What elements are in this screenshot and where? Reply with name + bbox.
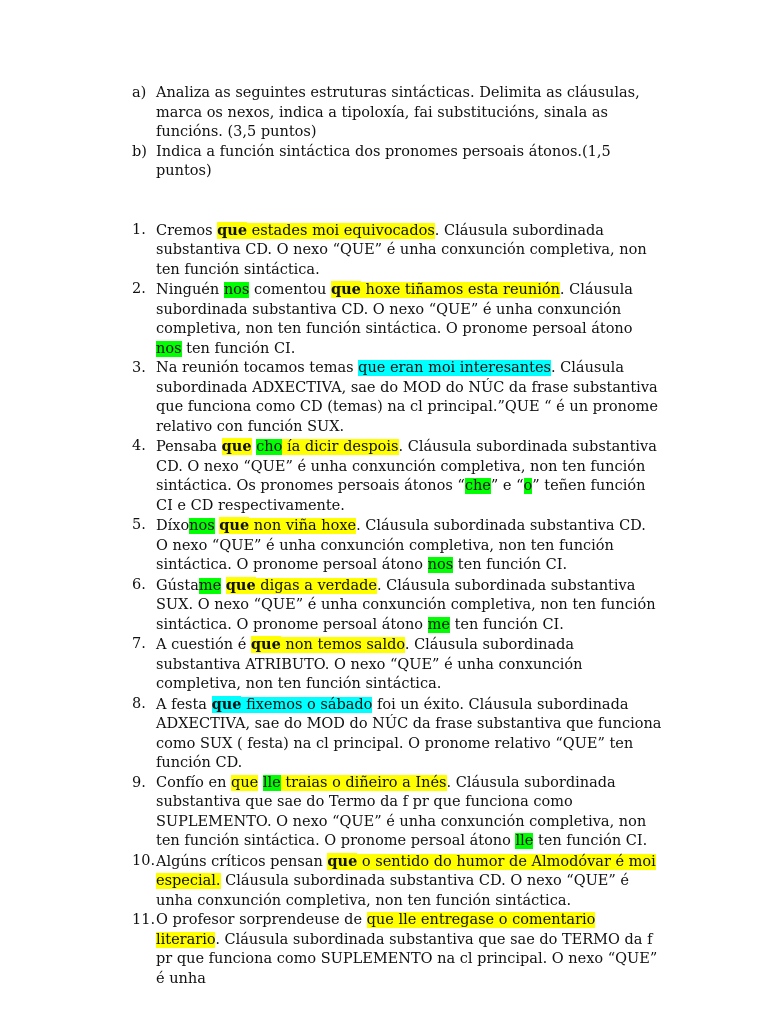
- relative-clause-highlight: que eran moi interesantes: [358, 360, 551, 376]
- answer-text: [156, 576, 662, 636]
- text-segment: . Cláusula subordinada substantiva CD. O nexo “QUE” é unha conxunción completiva, non ten función sintáctica. O pronome persoal átono: [156, 282, 633, 337]
- text-segment: . Cláusula subordinada ADXECTIVA, sae do MOD do NÚC da frase substantiva que funciona como CD (temas) na cl principal.”QUE “ é un pronome relativo con función SUX.: [156, 360, 659, 435]
- clause-highlight: que: [217, 221, 248, 239]
- question-text: Indica a función sintáctica dos pronomes persoais átonos.(1,5 puntos): [156, 143, 611, 179]
- answer-number: 9.: [132, 774, 146, 791]
- text-segment: ” teñen función CI e CD respectivamente.: [156, 478, 646, 514]
- text-segment: ten función CI.: [533, 833, 648, 849]
- answer-text: [156, 911, 662, 989]
- answer-number: 5.: [132, 517, 146, 533]
- answer-text: [156, 221, 662, 281]
- answer-number: 10.: [132, 852, 156, 869]
- clause-highlight: que lle entregase o comentario literario: [156, 912, 596, 948]
- text-segment: Cláusula subordinada substantiva CD. O nexo “QUE” é unha conxunción completiva, non ten función sintáctica.: [156, 873, 629, 909]
- answers-list: [132, 221, 662, 990]
- answer-text: [156, 359, 662, 437]
- text-segment: O profesor sorprendeuse de: [156, 912, 367, 928]
- text-segment: comentou: [249, 282, 331, 298]
- answer-item: [132, 516, 662, 576]
- text-segment: . Cláusula subordinada substantiva CD. O nexo “QUE” é unha conxunción completiva, non ten función sintáctica.: [156, 222, 647, 278]
- pronoun-highlight: nos: [223, 282, 250, 298]
- text-segment: . Cláusula subordinada substantiva ATRIBUTO. O nexo “QUE” é unha conxunción completiva, non ten función sintáctica.: [156, 637, 583, 692]
- answer-number: 8.: [132, 695, 146, 712]
- text-segment: ten función CI.: [453, 557, 568, 573]
- answer-item: [132, 911, 662, 989]
- answer-number: 11.: [132, 912, 156, 928]
- answer-item: [132, 576, 662, 636]
- clause-highlight: que: [221, 438, 252, 455]
- clause-highlight: que: [330, 281, 361, 298]
- relative-clause-highlight: que: [211, 695, 242, 713]
- clause-highlight: que: [250, 636, 281, 653]
- clause-highlight: que: [231, 774, 259, 791]
- text-segment: Algúns críticos pensan: [156, 853, 328, 870]
- clause-highlight: que: [219, 517, 250, 534]
- answer-number: 7.: [132, 636, 146, 652]
- answer-text: [156, 280, 662, 359]
- answer-item: [132, 221, 662, 281]
- pronoun-highlight: nos: [189, 518, 215, 534]
- text-segment: Confío en: [156, 774, 232, 791]
- answer-item: [132, 635, 662, 695]
- text-segment: Na reunión tocamos temas: [156, 360, 359, 376]
- pronoun-highlight: lle: [515, 833, 534, 849]
- question-a: [132, 84, 662, 143]
- text-segment: . Cláusula subordinada substantiva CD. O nexo “QUE” é unha conxunción completiva, non ten función sintáctica. Os pronomes persoais átonos “: [156, 439, 657, 494]
- question-text: Analiza as seguintes estruturas sintácticas. Delimita as cláusulas, marca os nexos, indica a tipoloxía, fai substitucións, sinala as funcións. (3,5 puntos): [156, 85, 640, 140]
- document-page: [132, 84, 662, 989]
- section-gap: [132, 182, 662, 221]
- pronoun-highlight: me: [427, 616, 450, 633]
- text-segment: . Cláusula subordinada substantiva que sae do TERMO da f pr que funciona como SUPLEMENTO na cl principal. O nexo “QUE” é unha: [156, 931, 658, 987]
- answer-item: [132, 852, 662, 912]
- clause-highlight: o sentido do humor de Almodóvar é moi especial.: [156, 853, 656, 889]
- clause-highlight: non temos saldo: [280, 637, 405, 653]
- text-segment: ” e “: [490, 478, 524, 494]
- question-b: [132, 143, 662, 182]
- questions-list: [132, 84, 662, 182]
- pronoun-highlight: lle: [262, 774, 281, 791]
- answer-text: [156, 516, 662, 576]
- question-marker: a): [132, 85, 147, 101]
- text-segment: Pensaba: [156, 439, 222, 455]
- answer-item: [132, 280, 662, 359]
- answer-number: 2.: [132, 281, 146, 297]
- answer-number: 1.: [132, 221, 146, 238]
- clause-highlight: ía dicir despois: [282, 439, 399, 455]
- clause-highlight: non viña hoxe: [249, 518, 357, 534]
- text-segment: Ninguén: [156, 282, 224, 298]
- text-segment: A cuestión é: [156, 637, 251, 653]
- text-segment: ten función CI.: [450, 616, 564, 633]
- answer-item: [132, 774, 662, 852]
- text-segment: ten función CI.: [181, 340, 296, 357]
- clause-highlight: estades moi equivocados: [247, 222, 435, 239]
- answer-text: [156, 695, 662, 774]
- clause-highlight: que: [225, 576, 256, 594]
- pronoun-highlight: cho: [256, 439, 283, 455]
- answer-text: [156, 635, 662, 695]
- text-segment: . Cláusula subordinada substantiva CD. O nexo “QUE” é unha conxunción completiva, non ten función sintáctica. O pronome persoal átono: [156, 518, 646, 573]
- clause-highlight: traias o diñeiro a Inés: [280, 774, 447, 791]
- text-segment: Díxo: [156, 518, 190, 534]
- relative-clause-highlight: fixemos o sábado: [241, 696, 373, 713]
- answer-item: [132, 437, 662, 516]
- text-segment: Cremos: [156, 222, 218, 239]
- pronoun-highlight: nos: [156, 340, 182, 357]
- answer-text: [156, 852, 662, 912]
- text-segment: A festa: [156, 696, 212, 713]
- pronoun-highlight: che: [464, 478, 491, 494]
- answer-text: [156, 774, 662, 852]
- clause-highlight: que: [327, 852, 358, 870]
- answer-item: [132, 359, 662, 437]
- question-marker: b): [132, 143, 147, 160]
- clause-highlight: hoxe tiñamos esta reunión: [360, 282, 560, 298]
- answer-number: 4.: [132, 438, 146, 454]
- text-segment: Gústa: [156, 577, 199, 594]
- pronoun-highlight: me: [198, 577, 222, 594]
- answer-item: [132, 695, 662, 774]
- text-segment: . Cláusula subordinada substantiva SUX. O nexo “QUE” é unha conxunción completiva, non ten función sintáctica. O pronome persoal átono: [156, 577, 656, 633]
- answer-number: 3.: [132, 360, 146, 376]
- text-segment: . Cláusula subordinada substantiva que sae do Termo da f pr que funciona como SUPLEMENTO. O nexo “QUE” é unha conxunción completiva, non ten función sintáctica. O pronome persoal átono: [156, 774, 647, 849]
- text-segment: foi un éxito. Cláusula subordinada ADXECTIVA, sae do MOD do NÚC da frase substantiva que funciona como SUX ( festa) na cl principal. O pronome relativo “QUE” ten función CD.: [156, 696, 662, 771]
- answer-text: [156, 437, 662, 516]
- clause-highlight: digas a verdade: [255, 577, 377, 594]
- answer-number: 6.: [132, 576, 146, 593]
- pronoun-highlight: nos: [427, 557, 454, 573]
- pronoun-highlight: o: [523, 478, 533, 494]
